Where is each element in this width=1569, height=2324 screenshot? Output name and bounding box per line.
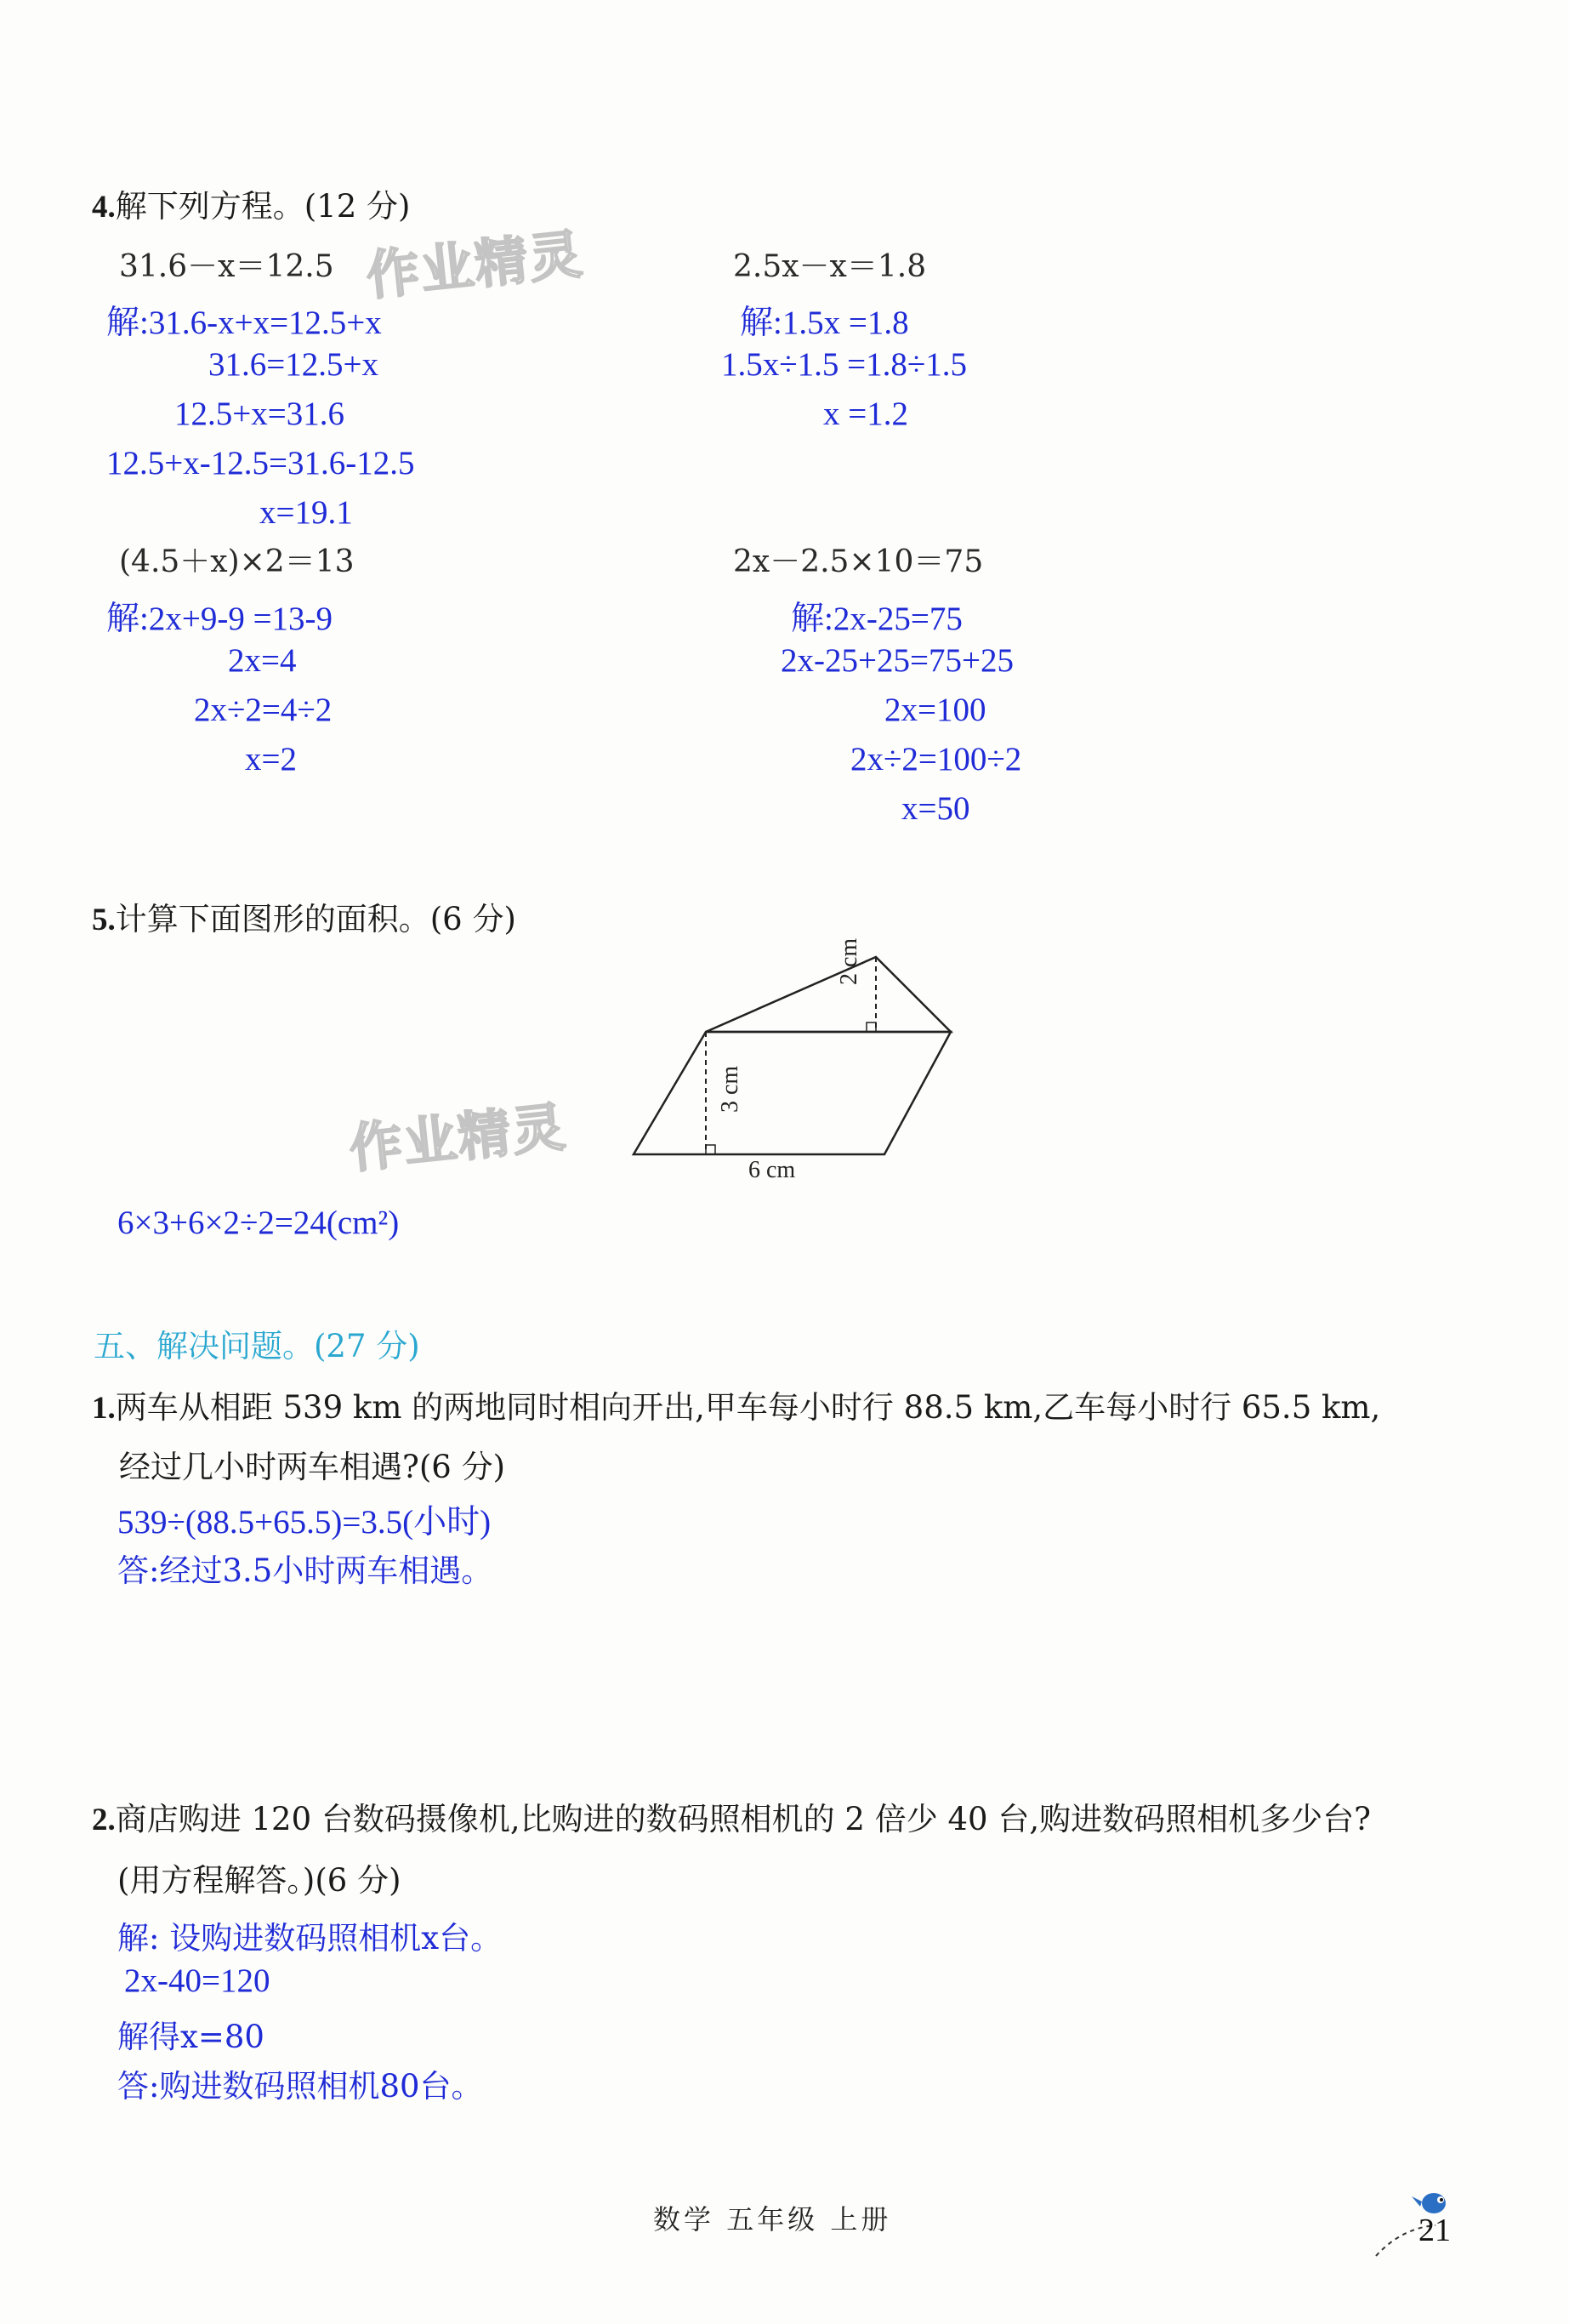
q4-eq4-step-2: 2x-25+25=75+25 [781, 642, 1014, 679]
q5-heading [92, 893, 516, 939]
q4-eq3-step-4: x=2 [245, 741, 297, 778]
trapezoid-shape [634, 1032, 951, 1154]
section5-p2-answer-2: 2x-40=120 [124, 1962, 270, 1999]
q4-eq1-step-5: x=19.1 [259, 494, 353, 531]
q4-eq2-step-3: x =1.2 [823, 396, 908, 432]
bird-icon [1412, 2193, 1446, 2213]
q4-eq4-step-3: 2x=100 [884, 692, 986, 728]
q5-answer: 6×3+6×2÷2=24(cm²) [117, 1205, 400, 1241]
q4-eq3-step-1: 解:2x+9-9 =13-9 [106, 601, 333, 637]
label-6cm: 6 cm [748, 1157, 796, 1183]
section5-p1-line1 [92, 1381, 1380, 1427]
section5-p2-answer-1: 解: 设购进数码照相机x台。 [117, 1920, 503, 1957]
page-number: 21 [1418, 2213, 1451, 2248]
q4-eq4-step-5: x=50 [901, 790, 970, 827]
q4-eq3-problem: (4.5＋x)×2＝13 [119, 544, 355, 579]
q4-eq2-step-1: 解:1.5x =1.8 [740, 305, 909, 341]
q5-number: 5. [92, 903, 116, 937]
section5-p1-number: 1. [92, 1391, 116, 1426]
footer-grade: 五年级 [726, 2203, 819, 2236]
section5-p1-answer1: 539÷(88.5+65.5)=3.5(小时) [117, 1504, 492, 1541]
right-angle-mark-left [706, 1145, 715, 1154]
label-2cm: 2 cm [836, 937, 862, 985]
watermark-top: 作业精灵 [363, 222, 587, 308]
q4-heading [92, 180, 410, 226]
q4-eq3-step-2: 2x=4 [228, 642, 297, 679]
footer-subject: 数学 [653, 2203, 715, 2236]
q5-title: 计算下面图形的面积。(6 分) [115, 901, 516, 937]
q4-eq1-step-4: 12.5+x-12.5=31.6-12.5 [106, 445, 415, 481]
section5-p2-line1 [92, 1793, 1371, 1839]
section5-p2-number: 2. [92, 1803, 116, 1837]
q4-eq1-problem: 31.6－x＝12.5 [119, 249, 334, 284]
right-angle-mark-top [867, 1022, 876, 1032]
footer-volume: 上册 [830, 2203, 892, 2236]
footer-text [653, 2198, 891, 2237]
section5-p2-answer-3: 解得x=80 [117, 2019, 264, 2055]
section5-p2-answer-4: 答:购进数码照相机80台。 [117, 2068, 483, 2105]
section5-p1-line2: 经过几小时两车相遇?(6 分) [119, 1449, 506, 1485]
q4-eq4-problem: 2x－2.5×10＝75 [733, 544, 984, 579]
section5-p1-answer2: 答:经过3.5小时两车相遇。 [117, 1552, 493, 1589]
triangle-shape [706, 957, 951, 1032]
section5-p2-line2: (用方程解答。)(6 分) [117, 1862, 401, 1899]
q4-eq1-step-1: 解:31.6-x+x=12.5+x [106, 305, 382, 341]
q4-eq4-step-4: 2x÷2=100÷2 [850, 741, 1022, 778]
q4-eq2-step-2: 1.5x÷1.5 =1.8÷1.5 [721, 346, 968, 383]
section5-p2-text1: 商店购进 120 台数码摄像机,比购进的数码照相机的 2 倍少 40 台,购进数码照相机多少台? [115, 1801, 1371, 1837]
section5-p1-text1: 两车从相距 539 km 的两地同时相向开出,甲车每小时行 88.5 km,乙车每小时行 65.5 km, [115, 1389, 1381, 1426]
q4-eq1-step-2: 31.6=12.5+x [208, 346, 378, 383]
q4-eq2-problem: 2.5x－x＝1.8 [733, 249, 927, 284]
section5-title: 五、解决问题。(27 分) [94, 1328, 420, 1364]
q4-number: 4. [92, 190, 116, 225]
q4-title: 解下列方程。(12 分) [115, 188, 411, 225]
watermark-middle: 作业精灵 [346, 1095, 570, 1181]
composite-figure [629, 944, 969, 1191]
q4-eq3-step-3: 2x÷2=4÷2 [194, 692, 333, 728]
q4-eq4-step-1: 解:2x-25=75 [791, 601, 963, 637]
q4-eq1-step-3: 12.5+x=31.6 [174, 396, 344, 432]
label-3cm: 3 cm [717, 1065, 743, 1113]
